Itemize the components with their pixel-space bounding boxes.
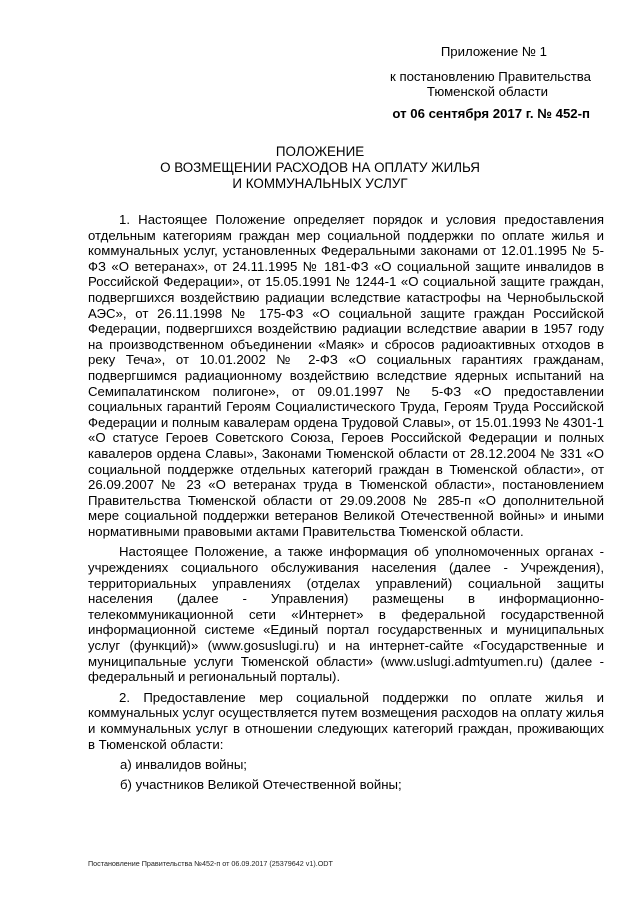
list-item-a: а) инвалидов войны; bbox=[120, 757, 247, 773]
document-footer: Постановление Правительства №452-п от 06.09.2017 (25379642 v1).ODT bbox=[88, 859, 333, 868]
resolution-date-number: от 06 сентября 2017 г. № 452-п bbox=[392, 106, 590, 121]
document-title-line-1: ПОЛОЖЕНИЕ bbox=[275, 144, 365, 159]
paragraph-3: 2. Предоставление мер социальной поддержки по оплате жилья и коммунальных услуг осуществляется путем возмещения расходов на оплату жилья и коммунальных услуг в отношении следующих категорий граждан, проживающих в Тюменской области: bbox=[88, 689, 604, 752]
document-title-line-2: О ВОЗМЕЩЕНИИ РАСХОДОВ НА ОПЛАТУ ЖИЛЬЯ bbox=[160, 160, 480, 175]
appendix-label: Приложение № 1 bbox=[440, 44, 547, 59]
paragraph-1: 1. Настоящее Положение определяет порядок и условия предоставления отдельным категориям граждан мер социальной поддержки по оплате жилья и коммунальных услуг, установленных Федеральными законами от 12.01.1995 № 5-ФЗ «О ветеранах», от 24.11.1995 № 181-ФЗ «О социальной защите инвалидов в Российской Федерации», от 15.05.1991 № 1244-1 «О социальной защите граждан, подвергшихся воздействию радиации вследствие катастрофы на Чернобыльской АЭС», от 26.11.1998 № 175-ФЗ «О социальной защите граждан Российской Федерации, подвергшихся воздействию радиации вследствие аварии в 1957 году на производственном объединении «Маяк» и сбросов радиоактивных отходов в реку Теча», от 10.01.2002 № 2-ФЗ «О социальных гарантиях гражданам, подвергшимся радиационному воздействию вследствие ядерных испытаний на Семипалатинском полигоне», от 09.01.1997 № 5-ФЗ «О предоставлении социальных гарантий Героям Социалистического Труда, Героям Труда Российской Федерации и полным кавалерам ордена Трудовой Славы», от 15.01.1993 № 4301-1 «О статусе Героев Советского Союза, Героев Российской Федерации и полных кавалеров ордена Славы», Законами Тюменской области от 28.12.2004 № 331 «О социальной поддержке отдельных категорий граждан в Тюменской области», от 26.09.2007 № 23 «О ветеранах труда в Тюменской области», постановлением Правительства Тюменской области от 29.09.2008 № 285-п «О дополнительной мере социальной поддержки ветеранов Великой Отечественной войны» и иными нормативными правовыми актами Правительства Тюменской области. bbox=[88, 212, 604, 539]
region-label: Тюменской области bbox=[426, 84, 548, 99]
resolution-label: к постановлению Правительства bbox=[390, 69, 591, 84]
document-title-line-3: И КОММУНАЛЬНЫХ УСЛУГ bbox=[232, 176, 408, 191]
document-body bbox=[88, 212, 604, 796]
list-item-b: б) участников Великой Отечественной войны; bbox=[120, 776, 402, 792]
paragraph-2: Настоящее Положение, а также информация об уполномоченных органах - учреждениях социального обслуживания населения (далее - Учреждения), территориальных управлениях (отделах управлений) социальной защиты населения (далее - Управления) размещены в информационно-телекоммуникационной сети «Интернет» в федеральной государственной информационной системе «Единый портал государственных и муниципальных услуг (функций)» (www.gosuslugi.ru) и на интернет-сайте «Государственные и муниципальные услуги Тюменской области» (www.uslugi.admtyumen.ru) (далее - федеральный и региональный порталы). bbox=[88, 544, 604, 685]
category-list bbox=[88, 757, 604, 792]
